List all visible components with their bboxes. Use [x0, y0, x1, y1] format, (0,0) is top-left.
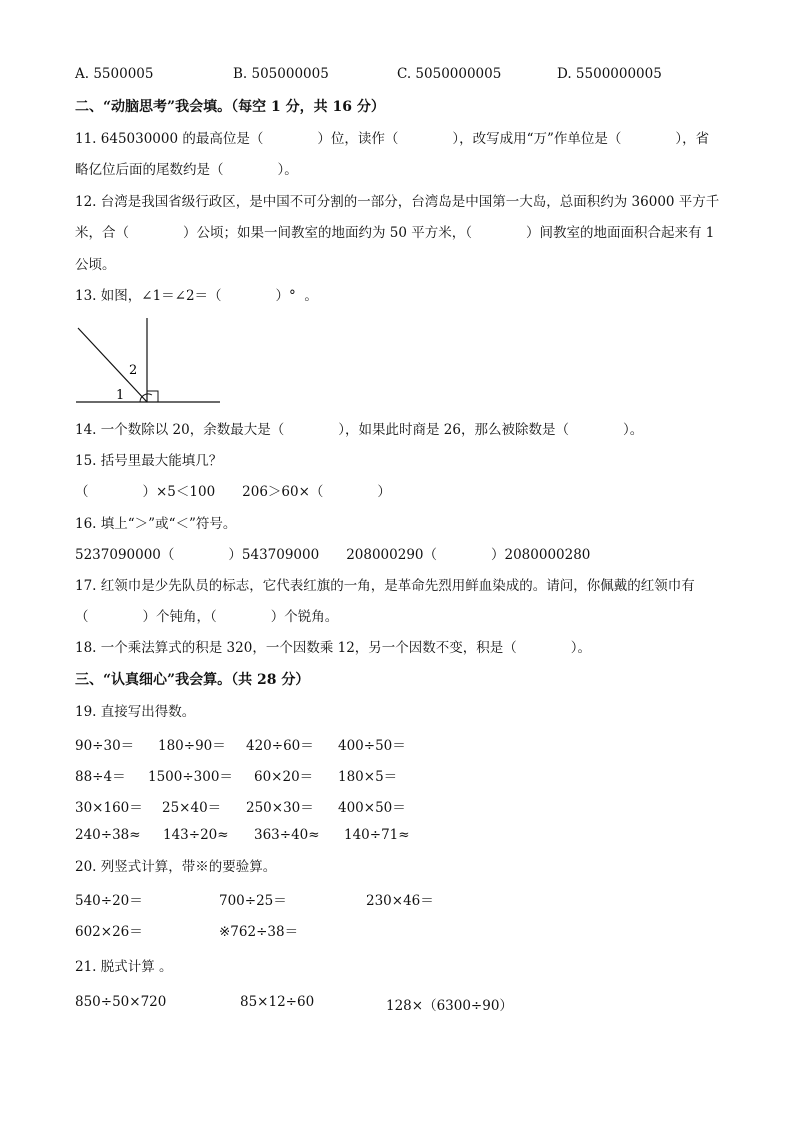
- q17-line2: （ ）个钝角，（ ）个锐角。: [75, 609, 339, 625]
- angle-2-label: 2: [129, 363, 138, 378]
- q19-item: 143÷20≈: [163, 827, 229, 843]
- q21-row: [0, 994, 794, 1014]
- q19-row: [0, 734, 794, 754]
- q14-text: 14. 一个数除以 20，余数最大是（ ），如果此时商是 26，那么被除数是（ ）。: [75, 422, 644, 438]
- q12-line2: 米，合（ ）公顷；如果一间教室的地面约为 50 平方米，（ ）间教室的地面面积合起来有 1: [75, 225, 715, 241]
- q19-item: 363÷40≈: [254, 827, 320, 843]
- q16-items: 5237090000（ ）543709000 208000290（ ）2080000280: [75, 547, 591, 563]
- q21-item: 850÷50×720: [75, 994, 167, 1010]
- q19-item: 88÷4＝: [75, 769, 126, 785]
- angle-figure: [72, 314, 232, 409]
- choice-a[interactable]: A. 5500005: [75, 66, 154, 82]
- q12-line3: 公顷。: [75, 257, 116, 273]
- q20-item: 230×46＝: [366, 893, 434, 909]
- q15-items: （ ）×5＜100 206＞60×（ ）: [75, 484, 391, 500]
- q17-line1: 17. 红领巾是少先队员的标志，它代表红旗的一角，是革命先烈用鲜血染成的。请问，你佩戴的红领巾有: [75, 578, 695, 594]
- section-3-title: 三、“认真细心”我会算。（共 28 分）: [75, 672, 310, 688]
- q19-item: 250×30＝: [246, 800, 314, 816]
- q18-text: 18. 一个乘法算式的积是 320，一个因数乘 12，另一个因数不变，积是（ ）。: [75, 640, 592, 656]
- q15-title: 15. 括号里最大能填几？: [75, 453, 223, 469]
- choice-c[interactable]: C. 5050000005: [397, 66, 502, 82]
- section-2-title: 二、“动脑思考”我会填。（每空 1 分，共 16 分）: [75, 99, 385, 115]
- q19-row: [0, 765, 794, 785]
- q11-line2: 略亿位后面的尾数约是（ ）。: [75, 162, 298, 178]
- choice-options: [0, 66, 794, 86]
- q20-title: 20. 列竖式计算，带※的要验算。: [75, 859, 277, 875]
- q19-item: 420÷60＝: [246, 738, 314, 754]
- q19-row: [0, 796, 794, 816]
- q16-title: 16. 填上“＞”或“＜”符号。: [75, 516, 237, 532]
- q21-item: 128×（6300÷90）: [386, 998, 513, 1014]
- q19-title: 19. 直接写出得数。: [75, 704, 196, 720]
- q19-item: 140÷71≈: [344, 827, 410, 843]
- q19-item: 60×20＝: [254, 769, 314, 785]
- q20-row: [0, 889, 794, 909]
- q21-title: 21. 脱式计算 。: [75, 959, 173, 975]
- q19-item: 180÷90＝: [158, 738, 226, 754]
- q20-item: 540÷20＝: [75, 893, 143, 909]
- q19-item: 240÷38≈: [75, 827, 141, 843]
- q20-row: [0, 920, 794, 940]
- choice-d[interactable]: D. 5500000005: [557, 66, 662, 82]
- q19-row: [0, 827, 794, 847]
- q20-item: ※762÷38＝: [219, 924, 299, 940]
- q12-line1: 12. 台湾是我国省级行政区，是中国不可分割的一部分，台湾岛是中国第一大岛，总面积约为 36000 平方千: [75, 194, 720, 210]
- q13-text: 13. 如图，∠1＝∠2＝（ ）° 。: [75, 288, 318, 304]
- q11-line1: 11. 645030000 的最高位是（ ）位，读作（ ），改写成用“万”作单位是（ ），省: [75, 131, 710, 147]
- q19-item: 400÷50＝: [338, 738, 406, 754]
- q19-item: 400×50＝: [338, 800, 406, 816]
- choice-b[interactable]: B. 505000005: [233, 66, 329, 82]
- right-angle-mark: [147, 391, 158, 402]
- q21-item: 85×12÷60: [240, 994, 315, 1010]
- q19-item: 25×40＝: [162, 800, 222, 816]
- q19-item: 90÷30＝: [75, 738, 135, 754]
- q19-item: 30×160＝: [75, 800, 143, 816]
- q20-item: 602×26＝: [75, 924, 143, 940]
- angle-1-label: 1: [116, 388, 125, 403]
- q20-item: 700÷25＝: [219, 893, 287, 909]
- q19-item: 180×5＝: [338, 769, 398, 785]
- q19-item: 1500÷300＝: [148, 769, 233, 785]
